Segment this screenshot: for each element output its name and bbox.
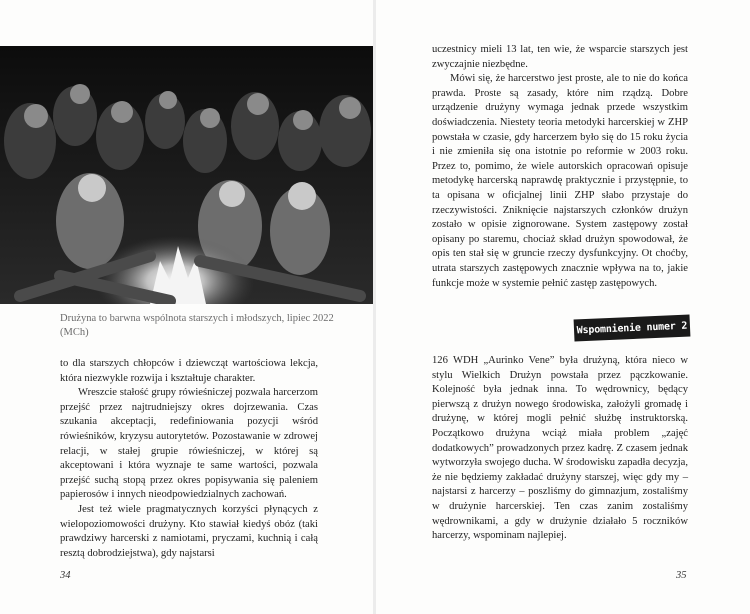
photo-caption: Drużyna to barwna wspólnota starszych i młodszych, lipiec 2022 (MCh): [60, 313, 334, 338]
right-paragraph: uczestnicy mieli 13 lat, ten wie, że wsparcie starszych jest zwyczajnie niezbędne.: [432, 44, 688, 70]
page-number-right: 35: [676, 570, 687, 581]
left-paragraph: Jest też wiele pragmatycznych korzyści płynących z wielopoziomowości drużyny. Kto stawiał kiedyś obóz (taki prawdziwy harcerski z namiotami, pryczami, kuchnią i całą resztą dobrodziejstwa), gdy najstarsi: [60, 503, 318, 559]
page-number-left: 34: [60, 570, 71, 581]
memory-banner: Wspomnienie numer 2: [574, 314, 691, 341]
right-paragraph: Mówi się, że harcerstwo jest proste, ale to nie do końca prawda. Proste są zasady, które nim rządzą. Dobre urządzenie drużyny wymaga jednak przede wszystkim doświadczenia. Niestety teoria metodyki harcerskiej w ZHP powstała w czasie, gdy harcerzem było się do 15 roku życia i nie zmieniła się ona istotnie po reformie w 2003 roku. Przez to, pomimo, że wiele autorskich opracowań opisuje metodykę harcerską naprawdę praktycznie i przystępnie, to ta opisana w oficjalnej linii ZHP słabo przystaje do rzeczywistości. Zniknięcie najstarszych członków drużyn zostało w opisie zignorowane. System zastępowy został opisany po staremu, chociaż skład drużyn spowodował, że opis ten stał się w gruncie rzeczy dysfunkcyjny. Ot choćby, utrata starszych zastępowych znacznie wpływa na to, jakie funkcje może w systemie pełnić zastęp zastępowych.: [432, 73, 688, 289]
left-page: [0, 0, 374, 614]
left-body-text: [60, 357, 318, 561]
left-paragraph: Wreszcie stałość grupy rówieśniczej pozwala harcerzom przejść przez najtrudniejszy okres dojrzewania. Czas szukania akceptacji, redefiniowania pozycji wśród rówieśników, kryzysu autorytetów. Pozostawanie w zdrowej relacji, w stałej grupie rówieśniczej, w której są akceptowani i która wyznaje te same wartości, pozwala przejść suchą stopą przez okres popisywania się paleniem papierosów i innych nieodpowiedzialnych zachowań.: [60, 387, 318, 501]
right-body-text: [432, 43, 688, 291]
memory-paragraph: 126 WDH „Aurinko Vene” była drużyną, która nieco w stylu Wielkich Drużyn powstała przez pączkowanie. Kolejność była jednak inna. To wędrownicy, będący pierwszą z drużyn nowego środowiska, założyli gromadę i drużynę, w której mogli pełnić służbę instruktorską. Początkowo drużyna wciąż miała problem „zajęć dodatkowych” prowadzonych przez kadrę. Z czasem jednak wytworzyła swojego ducha. W środowisku zapadła decyzja, że nie będziemy zakładać drużyny starszej, więc gdy my – najstarsi z harcerzy – poszliśmy do gimnazjum, zostaliśmy w drużynie harcerskiej. Ten czas zanim zostaliśmy wędrownikami, a gdy w drużynie działało 5 roczników harcerzy, wspominam najlepiej.: [432, 355, 688, 542]
campfire-photo: [0, 46, 374, 304]
left-paragraph: to dla starszych chłopców i dziewcząt wartościowa lekcja, która niezwykle rozwija i kształtuje charakter.: [60, 358, 318, 384]
memory-text: [432, 354, 688, 544]
campfire-photo-image: [0, 46, 374, 304]
